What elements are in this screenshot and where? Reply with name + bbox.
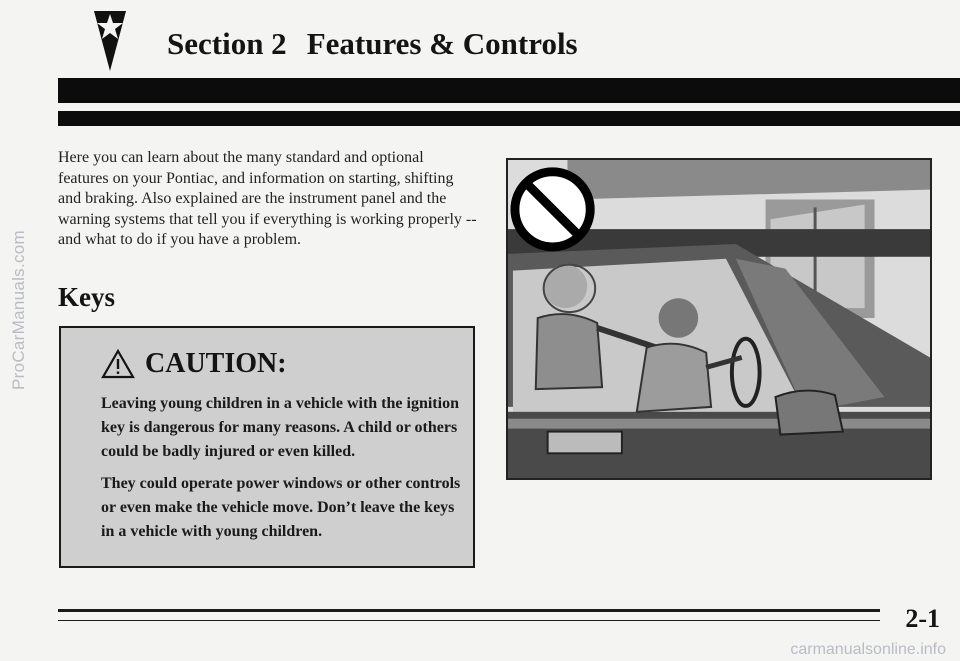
caution-paragraph: Leaving young children in a vehicle with the ignition key is dangerous for many reasons. A child or others could be badly injured or even killed.: [101, 395, 459, 460]
page-title: [167, 26, 578, 62]
keys-heading: Keys: [58, 282, 115, 312]
caution-label: CAUTION:: [145, 348, 287, 379]
pontiac-arrowhead-icon: [93, 10, 127, 72]
side-watermark-text: ProCarManuals.com: [9, 229, 29, 391]
warning-triangle-icon: [101, 349, 135, 379]
header-bar-thin: [58, 111, 960, 126]
side-watermark: [6, 120, 32, 500]
caution-box: [59, 326, 475, 568]
footer-rule-thin: [58, 620, 880, 621]
page-number: 2-1: [905, 604, 940, 633]
caution-body: [101, 392, 471, 552]
caution-paragraph: They could operate power windows or other controls or even make the vehicle move. Don’t leave the keys in a vehicle with young children.: [101, 475, 461, 540]
caution-header: [101, 348, 287, 380]
bottom-watermark: carmanualsonline.info: [790, 641, 946, 658]
section-number: Section 2: [167, 26, 287, 61]
footer-rule-thick: [58, 609, 880, 612]
section-title: Features & Controls: [306, 26, 578, 61]
header-bar-thick: [58, 78, 960, 103]
intro-paragraph: Here you can learn about the many standard and optional features on your Pontiac, and information on starting, shifting and braking. Also explained are the instrument panel and the warning systems that tell you if everything is working properly -- and what to do if you have a problem.: [58, 149, 477, 248]
children-in-car-illustration: [506, 158, 932, 480]
